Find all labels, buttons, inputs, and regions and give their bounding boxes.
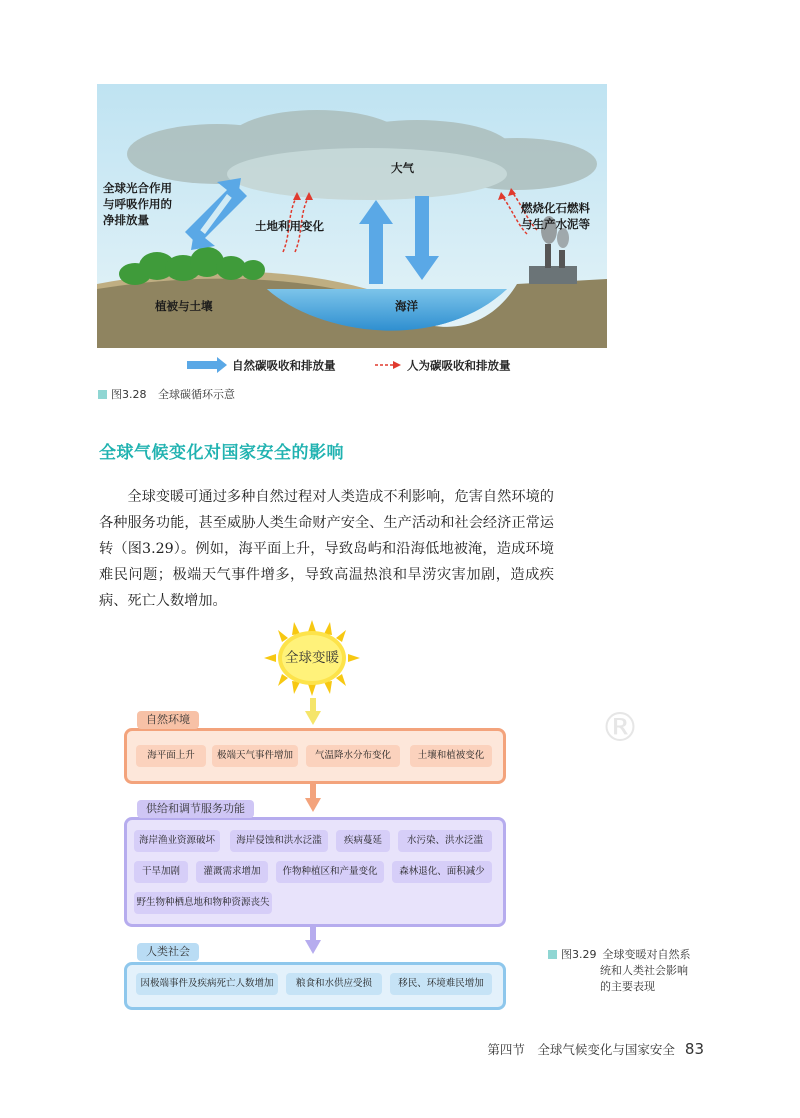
services-item: 森林退化、面积减少 bbox=[392, 861, 492, 883]
label-ocean: 海洋 bbox=[395, 299, 418, 313]
services-item: 野生物种栖息地和物种资源丧失 bbox=[134, 892, 272, 914]
natural-item: 气温降水分布变化 bbox=[306, 745, 400, 767]
human-society-title: 人类社会 bbox=[137, 943, 199, 961]
watermark-registered-mark: ® bbox=[600, 705, 640, 751]
figure-legend bbox=[187, 356, 527, 374]
caption-marker-icon bbox=[548, 950, 557, 959]
services-item: 干旱加剧 bbox=[134, 861, 188, 883]
footer-section: 第四节 全球气候变化与国家安全 bbox=[487, 1042, 675, 1057]
legend-human: 人为碳吸收和排放量 bbox=[407, 358, 511, 373]
services-item: 水污染、洪水泛滥 bbox=[398, 830, 492, 852]
label-vegetation: 植被与土壤 bbox=[155, 299, 213, 313]
figure-caption-329 bbox=[548, 947, 718, 995]
label-atmosphere: 大气 bbox=[391, 161, 414, 175]
caption-line: 统和人类社会影响 bbox=[600, 964, 688, 977]
caption-number: 图3.28 bbox=[111, 388, 147, 401]
services-item: 海岸侵蚀和洪水泛滥 bbox=[230, 830, 328, 852]
page-number: 83 bbox=[684, 1040, 704, 1058]
label-fossil-1: 燃烧化石燃料 bbox=[521, 201, 590, 215]
carbon-cycle-illustration bbox=[97, 84, 607, 348]
services-title: 供给和调节服务功能 bbox=[137, 800, 254, 818]
body-paragraph: 全球变暖可通过多种自然过程对人类造成不利影响，危害自然环境的各种服务功能，甚至威胁人类生命财产安全、生产活动和社会经济正常运转（图3.29）。例如，海平面上升，导致岛屿和沿海低地被淹，造成环境难民问题；极端天气事件增多，导致高温热浪和旱涝灾害加剧，造成疾病、死亡人数增加。 bbox=[99, 489, 554, 609]
figure-caption-328 bbox=[98, 386, 235, 402]
natural-item: 海平面上升 bbox=[136, 745, 206, 767]
legend-icons bbox=[187, 356, 527, 374]
sun-label: 全球变暖 bbox=[285, 650, 339, 666]
natural-environment-title: 自然环境 bbox=[137, 711, 199, 729]
natural-item: 土壤和植被变化 bbox=[410, 745, 492, 767]
society-item: 粮食和水供应受损 bbox=[286, 973, 382, 995]
caption-line: 的主要表现 bbox=[600, 980, 655, 993]
caption-marker-icon bbox=[98, 390, 107, 399]
natural-item: 极端天气事件增加 bbox=[212, 745, 298, 767]
society-item: 移民、环境难民增加 bbox=[390, 973, 492, 995]
natural-arrow-icon bbox=[187, 357, 227, 373]
label-photosynthesis-3: 净排放量 bbox=[103, 213, 149, 227]
services-item: 灌溉需求增加 bbox=[196, 861, 268, 883]
services-item: 作物种植区和产量变化 bbox=[276, 861, 384, 883]
label-fossil-2: 与生产水泥等 bbox=[521, 217, 590, 231]
caption-number: 图3.29 bbox=[561, 948, 597, 961]
legend-natural: 自然碳吸收和排放量 bbox=[232, 358, 336, 373]
services-item: 海岸渔业资源破坏 bbox=[134, 830, 220, 852]
society-item: 因极端事件及疾病死亡人数增加 bbox=[136, 973, 278, 995]
label-land-use: 土地利用变化 bbox=[255, 219, 324, 233]
caption-text: 全球碳循环示意 bbox=[158, 388, 235, 401]
page-footer bbox=[487, 1040, 704, 1058]
label-photosynthesis-1: 全球光合作用 bbox=[103, 181, 172, 195]
services-item: 疾病蔓延 bbox=[336, 830, 390, 852]
label-photosynthesis-2: 与呼吸作用的 bbox=[103, 197, 172, 211]
caption-line: 全球变暖对自然系 bbox=[602, 948, 691, 961]
section-title: 全球气候变化对国家安全的影响 bbox=[99, 443, 344, 463]
